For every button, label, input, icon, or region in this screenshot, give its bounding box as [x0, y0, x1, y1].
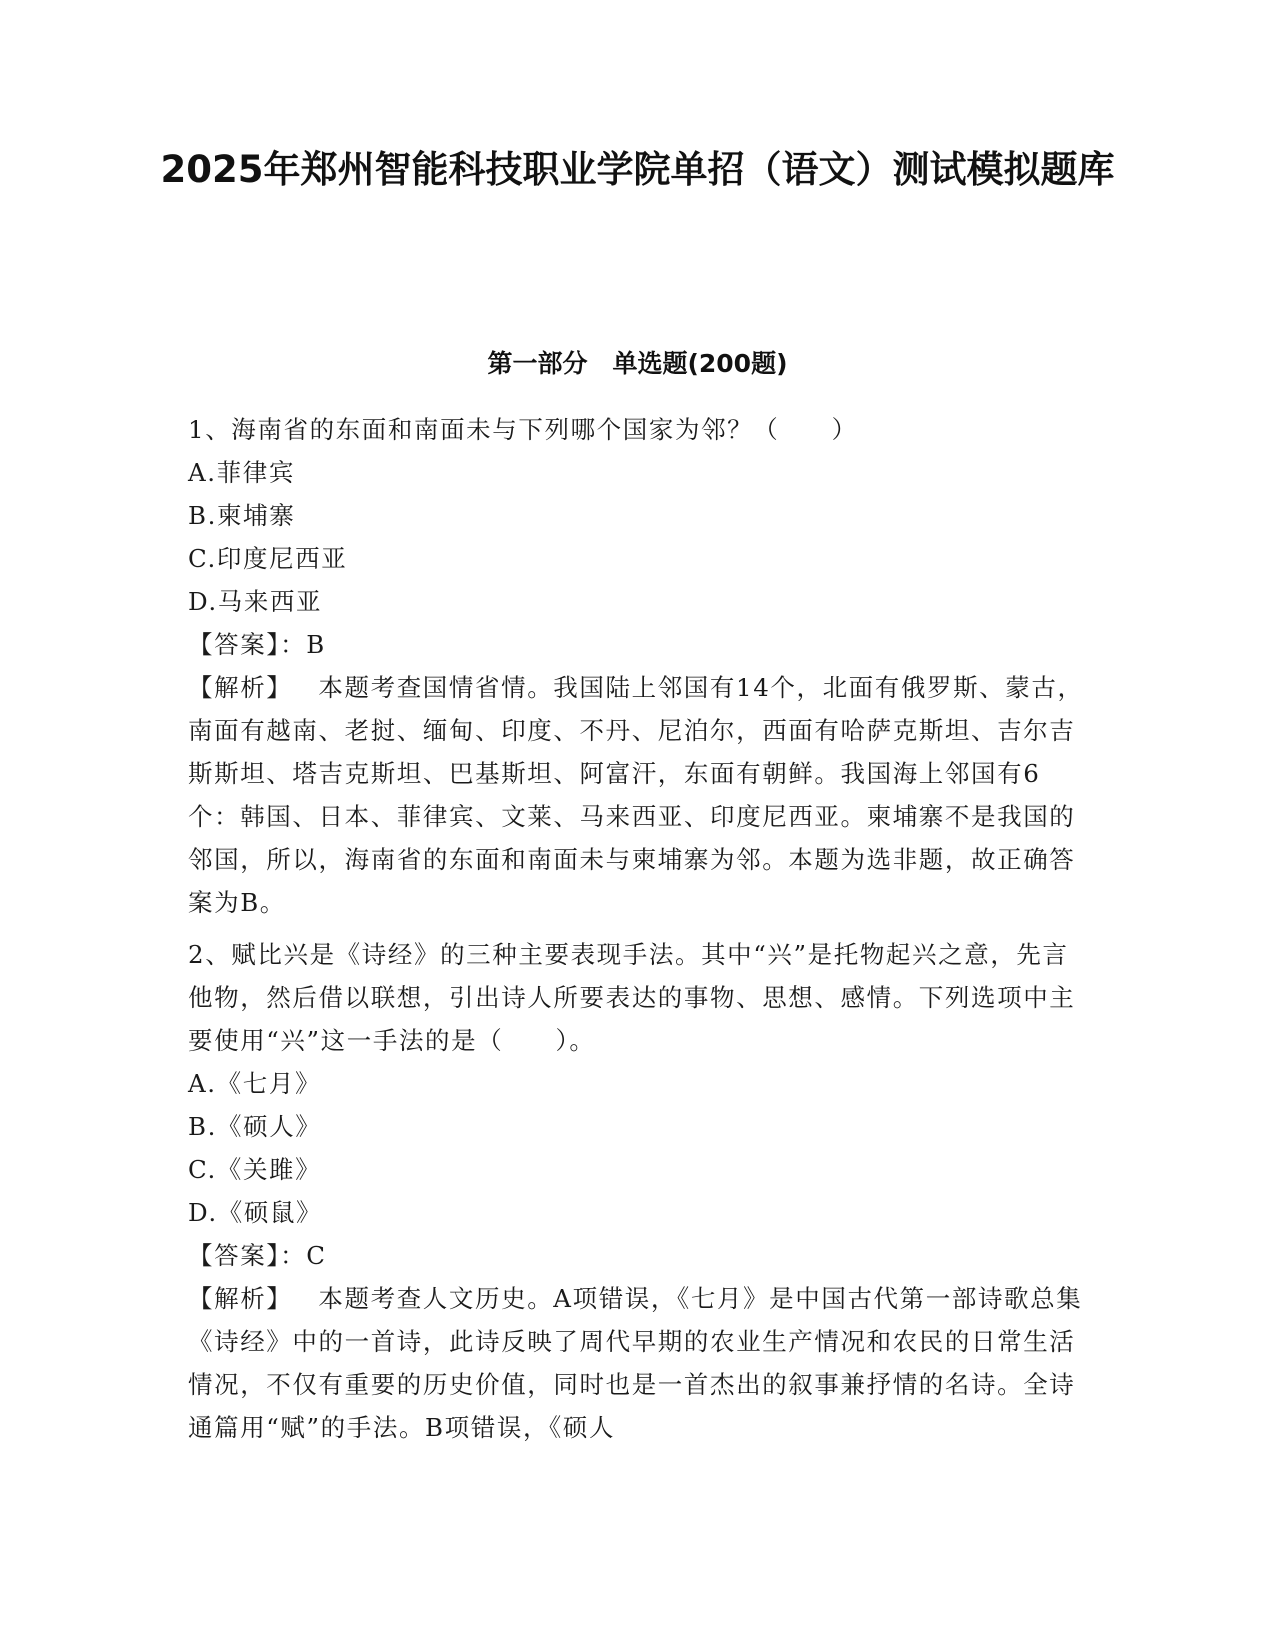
- answer-value: B: [306, 630, 326, 659]
- option-b: B.《硕人》: [188, 1112, 322, 1141]
- answer-line: [188, 1234, 1088, 1277]
- question-text: 2、赋比兴是《诗经》的三种主要表现手法。其中“兴”是托物起兴之意，先言他物，然后借以联想，引出诗人所要表达的事物、思想、感情。下列选项中主要使用“兴”这一手法的是（ ）。: [188, 940, 1076, 1055]
- option-d: D.马来西亚: [188, 587, 323, 616]
- option-c: C.《关雎》: [188, 1155, 322, 1184]
- question-1: [188, 408, 1088, 924]
- question-list: [188, 408, 1088, 1458]
- analysis-label: 【解析】: [188, 1284, 293, 1313]
- analysis-text: 本题考查人文历史。A项错误，《七月》是中国古代第一部诗歌总集《诗经》中的一首诗，此诗反映了周代早期的农业生产情况和农民的日常生活情况，不仅有重要的历史价值，同时也是一首杰出的叙事兼抒情的名诗。全诗通篇用“赋”的手法。B项错误，《硕人: [188, 1284, 1083, 1442]
- option-d: D.《硕鼠》: [188, 1198, 323, 1227]
- analysis-text: 本题考查国情省情。我国陆上邻国有14个，北面有俄罗斯、蒙古，南面有越南、老挝、缅甸、印度、不丹、尼泊尔，西面有哈萨克斯坦、吉尔吉斯斯坦、塔吉克斯坦、巴基斯坦、阿富汗，东面有朝鲜。我国海上邻国有6个：韩国、日本、菲律宾、文莱、马来西亚、印度尼西亚。柬埔寨不是我国的邻国，所以，海南省的东面和南面未与柬埔寨为邻。本题为选非题，故正确答案为B。: [188, 673, 1084, 917]
- answer-label: 【答案】：: [188, 630, 307, 659]
- option-c: C.印度尼西亚: [188, 544, 348, 573]
- option-a: A.菲律宾: [188, 458, 295, 487]
- option-a: A.《七月》: [188, 1069, 322, 1098]
- question-2: [188, 933, 1088, 1449]
- question-text: 1、海南省的东面和南面未与下列哪个国家为邻？（ ）: [188, 415, 858, 444]
- analysis-label: 【解析】: [188, 673, 293, 702]
- answer-value: C: [306, 1241, 327, 1270]
- option-b: B.柬埔寨: [188, 501, 296, 530]
- section-title: 第一部分 单选题(200题): [487, 349, 788, 378]
- answer-line: [188, 623, 1088, 666]
- analysis-paragraph: [188, 1277, 1088, 1449]
- document-title: 2025年郑州智能科技职业学院单招（语文）测试模拟题库: [160, 148, 1115, 191]
- analysis-paragraph: [188, 666, 1088, 924]
- answer-label: 【答案】：: [188, 1241, 307, 1270]
